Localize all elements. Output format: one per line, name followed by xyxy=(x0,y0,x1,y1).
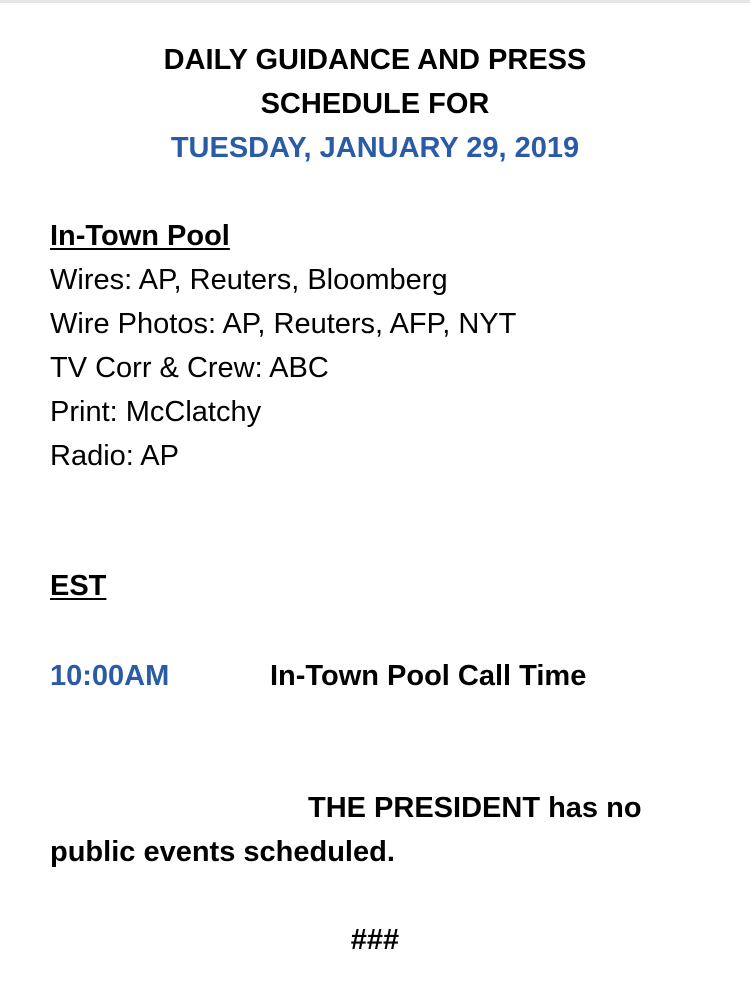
pool-line-wires: Wires: AP, Reuters, Bloomberg xyxy=(50,264,448,296)
timezone-heading: EST xyxy=(50,570,107,602)
top-divider xyxy=(0,0,750,3)
schedule-event: In-Town Pool Call Time xyxy=(270,660,587,692)
end-mark: ### xyxy=(350,924,400,956)
document-date: TUESDAY, JANUARY 29, 2019 xyxy=(170,132,580,164)
pool-line-radio: Radio: AP xyxy=(50,440,179,472)
schedule-note-line2: public events scheduled. xyxy=(50,836,395,868)
document-title-line2: SCHEDULE FOR xyxy=(260,88,490,120)
pool-heading: In-Town Pool xyxy=(50,220,230,252)
pool-line-print: Print: McClatchy xyxy=(50,396,262,428)
pool-line-tv: TV Corr & Crew: ABC xyxy=(50,352,329,384)
schedule-time: 10:00AM xyxy=(50,660,170,692)
document-title-line1: DAILY GUIDANCE AND PRESS xyxy=(163,44,587,76)
schedule-note-line1: THE PRESIDENT has no xyxy=(308,792,642,824)
pool-line-wire-photos: Wire Photos: AP, Reuters, AFP, NYT xyxy=(50,308,517,340)
